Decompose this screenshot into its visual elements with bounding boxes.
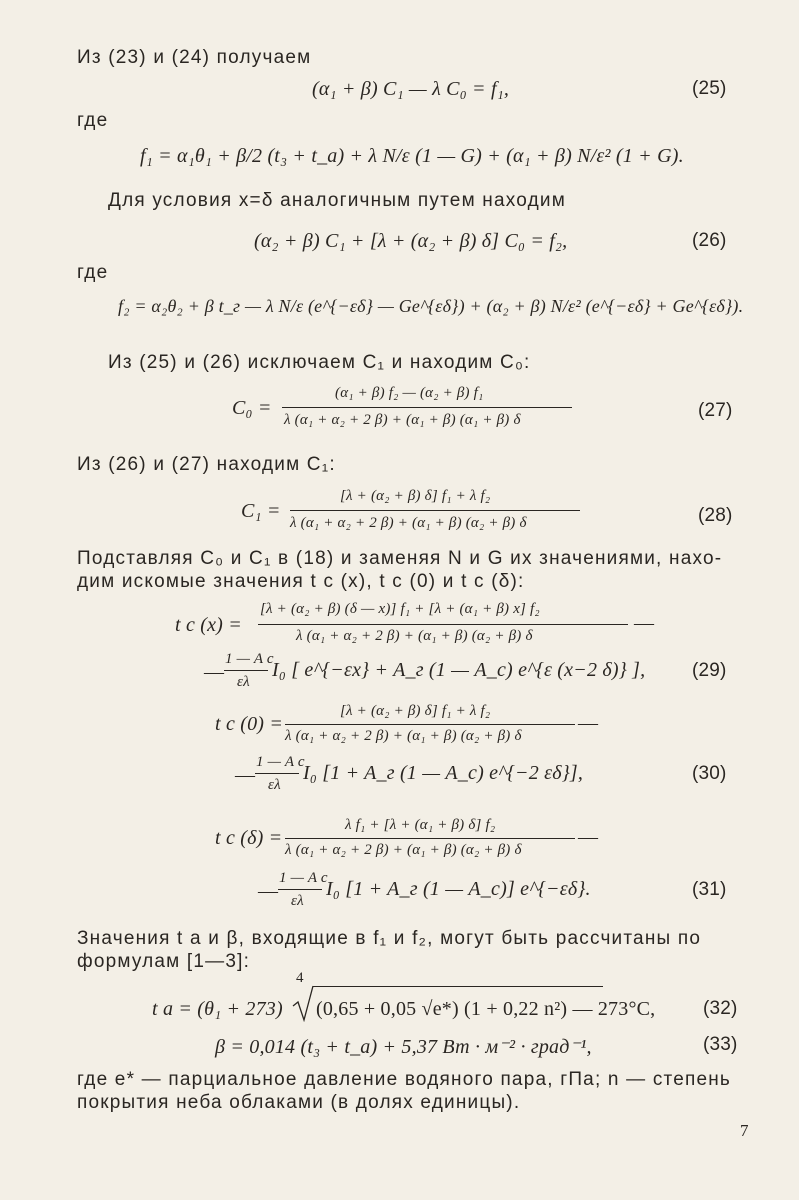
equation-30-factor-bar — [255, 773, 299, 774]
equation-33: β = 0,014 (t₃ + t_a) + 5,37 Вт · м⁻² · град⁻¹, — [215, 1036, 592, 1058]
equation-32-root-index: 4 — [296, 970, 304, 986]
equation-number-25: (25) — [692, 78, 727, 99]
equation-29-factor-numerator: 1 — A c — [225, 651, 274, 667]
equation-31-factor-bar — [278, 889, 322, 890]
paragraph-values-line-2: формулам [1—3]: — [77, 951, 251, 972]
equation-30-leading-minus: — — [235, 764, 256, 786]
equation-29-line-2: I₀ [ e^{−εx} + A_г (1 — A_c) e^{ε (x−2 δ)} ], — [272, 659, 646, 681]
equation-25: (α₁ + β) C₁ — λ C₀ = f₁, — [312, 78, 510, 100]
equation-29-lhs: t c (x) = — [175, 614, 242, 636]
label-gde-1: где — [77, 110, 109, 131]
equation-number-30: (30) — [692, 763, 727, 784]
equation-31-factor-denominator: ελ — [291, 893, 304, 909]
equation-28-denominator: λ (α₁ + α₂ + 2 β) + (α₁ + β) (α₂ + β) δ — [290, 515, 527, 531]
equation-31-leading-minus: — — [258, 880, 279, 902]
paragraph-values-line-1: Значения t a и β, входящие в f₁ и f₂, могут быть рассчитаны по — [77, 928, 702, 949]
equation-28-numerator: [λ + (α₂ + β) δ] f₁ + λ f₂ — [340, 488, 491, 504]
equation-29-factor-denominator: ελ — [237, 674, 250, 690]
equation-29-minus: — — [634, 612, 655, 634]
equation-26: (α₂ + β) C₁ + [λ + (α₂ + β) δ] C₀ = f₂, — [254, 230, 568, 252]
paragraph-eliminate-c1: Из (25) и (26) исключаем C₁ и находим C₀: — [108, 352, 531, 373]
equation-32-lhs: t a = (θ₁ + 273) — [152, 998, 283, 1020]
equation-31-denominator: λ (α₁ + α₂ + 2 β) + (α₁ + β) (α₂ + β) δ — [285, 842, 522, 858]
equation-f2-definition: f₂ = α₂θ₂ + β t_г — λ N/ε (e^{−εδ} — Ge^{εδ}) + (α₂ + β) N/ε² (e^{−εδ} + Ge^{εδ}). — [118, 296, 744, 316]
equation-32-radical-bar — [313, 986, 603, 987]
equation-29-leading-minus: — — [204, 661, 225, 683]
paragraph-substitute-line-1: Подставляя C₀ и C₁ в (18) и заменяя N и G их значениями, нахо- — [77, 548, 723, 569]
equation-27-fraction-bar — [282, 407, 572, 408]
paragraph-definitions-line-1: где e* — парциальное давление водяного пара, гПа; n — степень — [77, 1069, 732, 1090]
paragraph-find-c1: Из (26) и (27) находим C₁: — [77, 454, 336, 475]
equation-32-radical-sign — [292, 984, 314, 1022]
equation-30-line-2: I₀ [1 + A_г (1 — A_c) e^{−2 εδ}], — [303, 762, 584, 784]
equation-30-factor-numerator: 1 — A c — [256, 754, 305, 770]
equation-30-factor-denominator: ελ — [268, 777, 281, 793]
equation-30-minus: — — [578, 712, 599, 734]
equation-number-31: (31) — [692, 879, 727, 900]
paragraph-condition-delta: Для условия x=δ аналогичным путем находим — [108, 190, 566, 211]
equation-31-line-2: I₀ [1 + A_г (1 — A_c)] e^{−εδ}. — [326, 878, 591, 900]
equation-number-26: (26) — [692, 230, 727, 251]
equation-31-fraction-bar — [285, 838, 575, 839]
equation-30-denominator: λ (α₁ + α₂ + 2 β) + (α₁ + β) (α₂ + β) δ — [285, 728, 522, 744]
equation-31-minus: — — [578, 826, 599, 848]
equation-number-28: (28) — [698, 505, 733, 526]
equation-number-32: (32) — [703, 998, 738, 1019]
equation-number-33: (33) — [703, 1034, 738, 1055]
label-gde-2: где — [77, 262, 109, 283]
paragraph-definitions-line-2: покрытия неба облаками (в долях единицы). — [77, 1092, 521, 1113]
equation-30-fraction-bar — [285, 724, 575, 725]
equation-30-numerator: [λ + (α₂ + β) δ] f₁ + λ f₂ — [340, 703, 491, 719]
equation-29-numerator: [λ + (α₂ + β) (δ — x)] f₁ + [λ + (α₁ + β) x] f₂ — [260, 601, 540, 617]
equation-29-denominator: λ (α₁ + α₂ + 2 β) + (α₁ + β) (α₂ + β) δ — [296, 628, 533, 644]
equation-number-29: (29) — [692, 660, 727, 681]
equation-27-lhs: C₀ = — [232, 397, 272, 419]
equation-28-fraction-bar — [290, 510, 580, 511]
equation-27-denominator: λ (α₁ + α₂ + 2 β) + (α₁ + β) (α₁ + β) δ — [284, 412, 521, 428]
equation-31-numerator: λ f₁ + [λ + (α₁ + β) δ] f₂ — [345, 817, 496, 833]
equation-f1-definition: f₁ = α₁θ₁ + β/2 (t₃ + t_a) + λ N/ε (1 — G) + (α₁ + β) N/ε² (1 + G). — [140, 145, 684, 167]
page-number: 7 — [740, 1121, 749, 1140]
paragraph-intro-25: Из (23) и (24) получаем — [77, 47, 312, 68]
equation-number-27: (27) — [698, 400, 733, 421]
equation-31-factor-numerator: 1 — A c — [279, 870, 328, 886]
equation-30-lhs: t c (0) = — [215, 713, 284, 735]
equation-27-numerator: (α₁ + β) f₂ — (α₂ + β) f₁ — [335, 385, 484, 401]
equation-28-lhs: C₁ = — [241, 500, 281, 522]
equation-29-factor-bar — [224, 670, 268, 671]
paragraph-substitute-line-2: дим искомые значения t c (x), t c (0) и t c (δ): — [77, 571, 525, 592]
equation-32-radicand: (0,65 + 0,05 √e*) (1 + 0,22 n²) — 273°C, — [316, 998, 656, 1020]
equation-31-lhs: t c (δ) = — [215, 827, 283, 849]
equation-29-fraction-bar — [258, 624, 628, 625]
